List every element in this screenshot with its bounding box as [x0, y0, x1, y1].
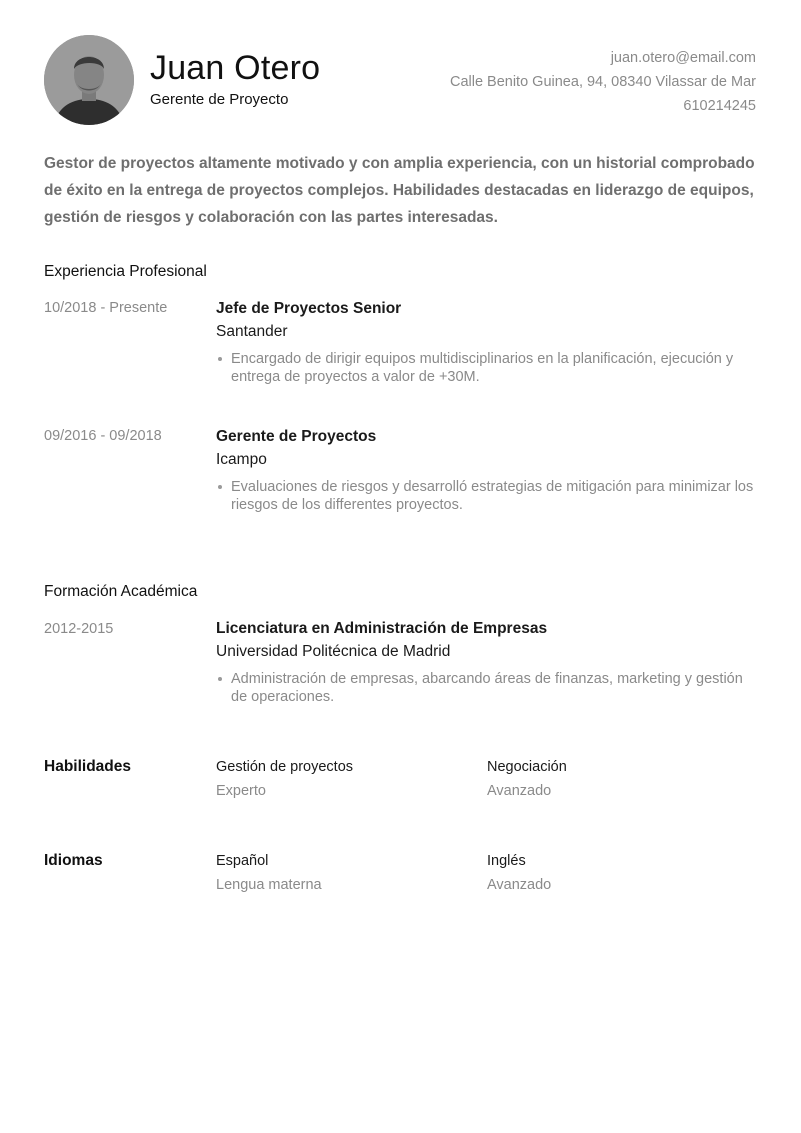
- experience-dates: 10/2018 - Presente: [44, 300, 168, 316]
- language-level: Avanzado: [487, 877, 552, 893]
- contact-info: [450, 46, 756, 118]
- skill-name: Gestión de proyectos: [216, 759, 354, 775]
- experience-company: Santander: [216, 323, 288, 340]
- skill-level: Experto: [216, 783, 266, 799]
- person-icon: [44, 35, 134, 125]
- email-text: juan.otero@email.com: [610, 50, 756, 66]
- experience-dates: 09/2016 - 09/2018: [44, 428, 162, 444]
- profile-summary: Gestor de proyectos altamente motivado y con amplia experiencia, con un historial comprobado de éxito en la entrega de proyectos complejos. Habilidades destacadas en liderazgo de equipos, gestión de riesgos y colaboración con las partes interesadas.: [44, 155, 755, 226]
- education-degree: Licenciatura en Administración de Empresas: [216, 620, 548, 637]
- profile-photo: [44, 35, 134, 125]
- experience-bullet: Evaluaciones de riesgos y desarrolló estrategias de mitigación para minimizar los riesgos de los differentes proyectos.: [216, 478, 761, 514]
- education-dates: 2012-2015: [44, 621, 114, 637]
- skill-level: Avanzado: [487, 783, 552, 799]
- skill-item: [487, 757, 567, 801]
- experience-bullet: Encargado de dirigir equipos multidisciplinarios en la planificación, ejecución y entrega de proyectos a valor de +30M.: [216, 350, 761, 386]
- skill-name: Negociación: [487, 759, 567, 775]
- language-item: [216, 851, 322, 895]
- education-bullet: Administración de empresas, abarcando áreas de finanzas, marketing y gestión de operaciones.: [216, 670, 761, 706]
- language-level: Lengua materna: [216, 877, 322, 893]
- education-section-title: Formación Académica: [44, 583, 198, 600]
- language-item: [487, 851, 551, 895]
- address-text: Calle Benito Guinea, 94, 08340 Vilassar de Mar: [449, 74, 756, 90]
- experience-company: Icampo: [216, 451, 267, 468]
- skill-item: [216, 757, 353, 801]
- experience-position: Gerente de Proyectos: [216, 428, 377, 445]
- candidate-role: Gerente de Proyecto: [150, 91, 289, 108]
- languages-section-title: Idiomas: [44, 852, 103, 869]
- experience-section-title: Experiencia Profesional: [44, 263, 207, 280]
- phone-text: 610214245: [683, 98, 756, 114]
- candidate-name: Juan Otero: [150, 49, 321, 87]
- language-name: Español: [216, 853, 269, 869]
- experience-position: Jefe de Proyectos Senior: [216, 300, 402, 317]
- language-name: Inglés: [487, 853, 526, 869]
- education-school: Universidad Politécnica de Madrid: [216, 643, 451, 660]
- skills-section-title: Habilidades: [44, 758, 131, 775]
